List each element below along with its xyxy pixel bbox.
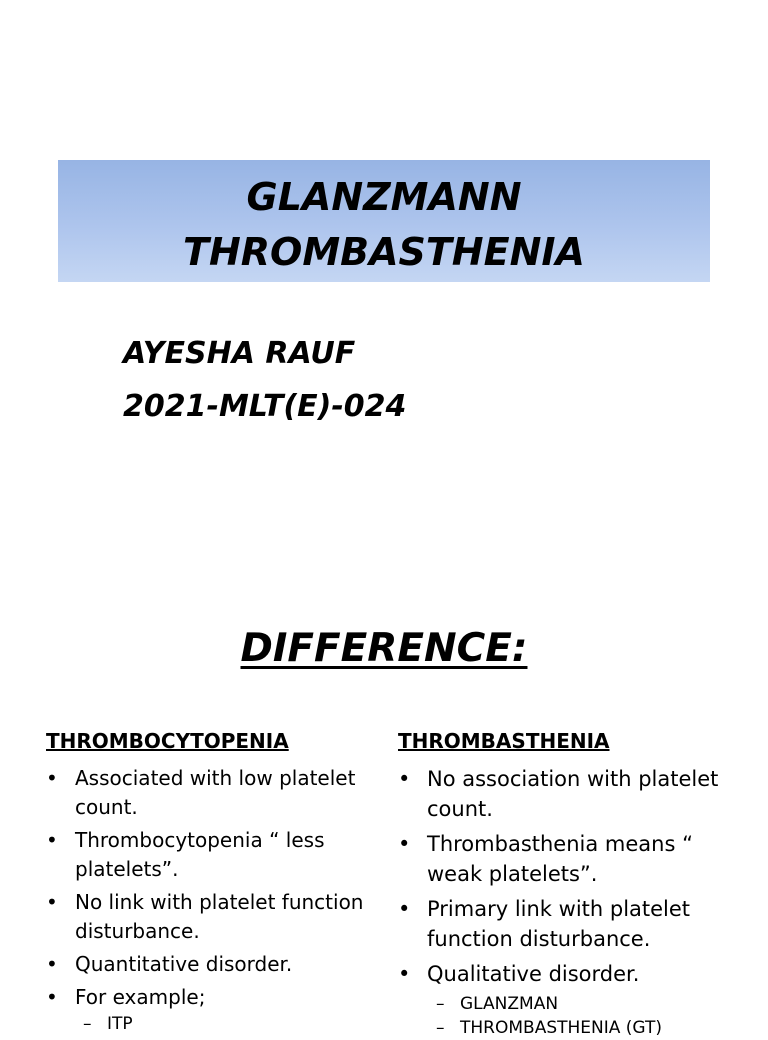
bullet-icon: • <box>46 985 58 1009</box>
left-column-heading: THROMBOCYTOPENIA <box>46 729 289 753</box>
list-item-text: Quantitative disorder. <box>75 952 293 976</box>
list-item-text: Associated with low platelet count. <box>75 766 356 819</box>
left-sub-list <box>83 1012 133 1036</box>
list-item <box>398 959 738 989</box>
list-item-text: No association with platelet count. <box>427 767 719 821</box>
right-column-heading: THROMBASTHENIA <box>398 729 610 753</box>
list-item <box>46 983 376 1012</box>
right-bullet-list <box>398 764 738 994</box>
bullet-icon: • <box>398 897 411 921</box>
list-item-text: Qualitative disorder. <box>427 962 640 986</box>
list-item-text: Thrombasthenia means “ weak platelets”. <box>427 832 693 886</box>
list-item-text: No link with platelet function disturbance. <box>75 890 364 943</box>
list-item <box>46 888 376 946</box>
sub-list-item-text: ITP <box>107 1014 133 1034</box>
left-bullet-list <box>46 764 376 1016</box>
dash-icon: – <box>83 1014 92 1034</box>
section-heading-text: DIFFERENCE: <box>240 626 528 671</box>
title-line-2: THROMBASTHENIA <box>183 230 585 274</box>
list-item <box>46 764 376 822</box>
bullet-icon: • <box>398 832 411 856</box>
list-item-text: For example; <box>75 985 206 1009</box>
title-line-1: GLANZMANN <box>246 175 522 219</box>
sub-list-item-text: GLANZMAN <box>460 994 559 1014</box>
bullet-icon: • <box>46 890 58 914</box>
dash-icon: – <box>436 1018 445 1038</box>
right-sub-list <box>436 992 662 1040</box>
list-item <box>46 950 376 979</box>
bullet-icon: • <box>46 828 58 852</box>
sub-list-item-text: THROMBASTHENIA (GT) <box>460 1018 662 1038</box>
list-item <box>46 826 376 884</box>
bullet-icon: • <box>46 766 58 790</box>
dash-icon: – <box>436 994 445 1014</box>
sub-list-item <box>436 1016 662 1040</box>
author-name: AYESHA RAUF <box>123 336 356 371</box>
list-item <box>398 829 738 889</box>
list-item-text: Thrombocytopenia “ less platelets”. <box>75 828 325 881</box>
list-item-text: Primary link with platelet function disturbance. <box>427 897 691 951</box>
bullet-icon: • <box>398 767 411 791</box>
author-roll-number: 2021-MLT(E)-024 <box>123 389 407 424</box>
section-heading <box>0 624 768 674</box>
sub-list-item <box>436 992 662 1016</box>
title-banner <box>58 160 710 282</box>
list-item <box>398 894 738 954</box>
list-item <box>398 764 738 824</box>
bullet-icon: • <box>46 952 58 976</box>
bullet-icon: • <box>398 962 411 986</box>
sub-list-item <box>83 1012 133 1036</box>
